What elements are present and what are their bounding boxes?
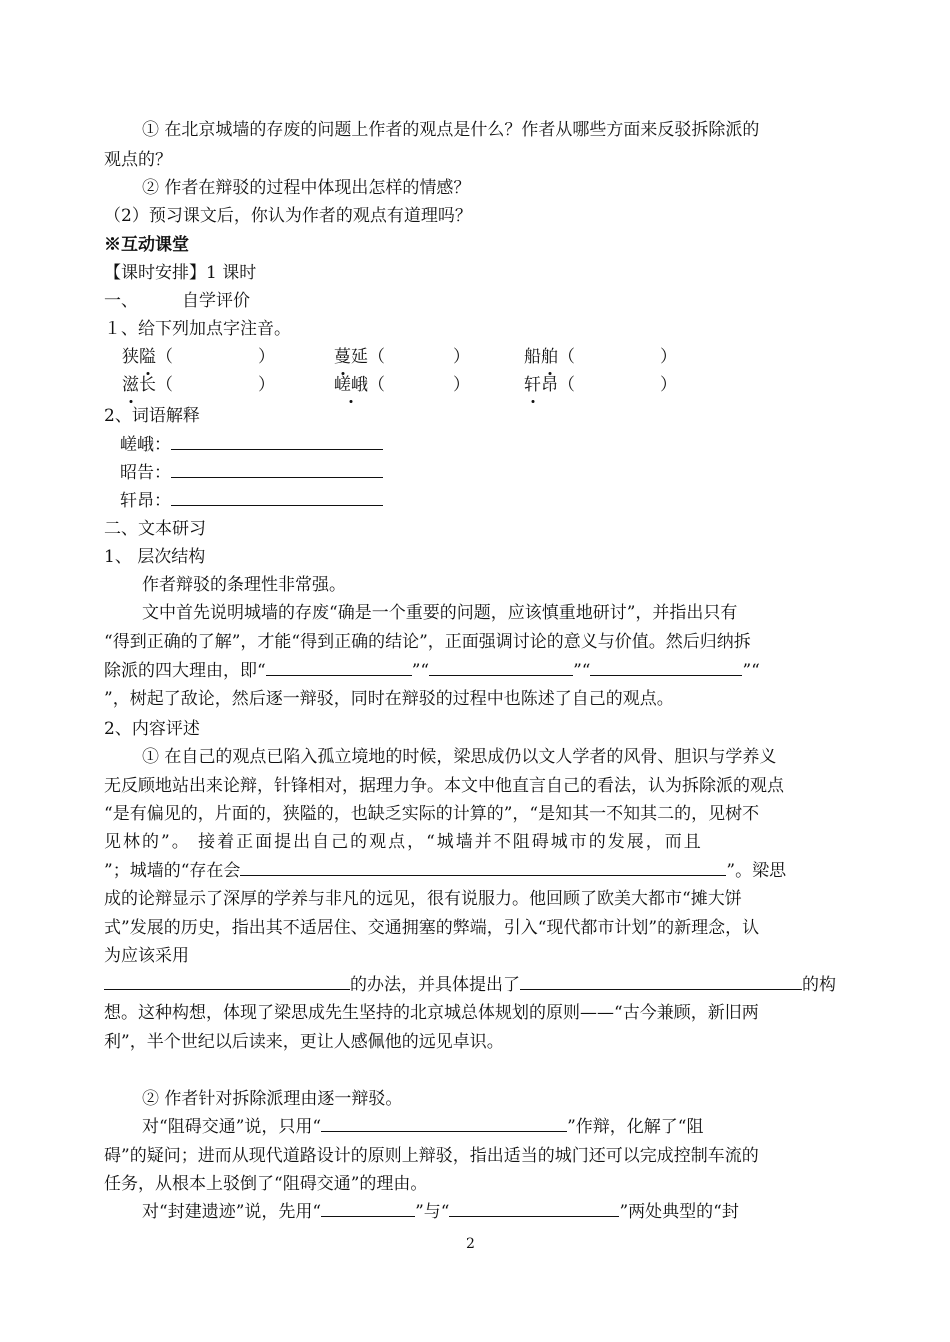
paragraph-line: 作者辩驳的条理性非常强。: [142, 575, 346, 595]
answer-blank[interactable]: [240, 859, 726, 876]
answer-blank[interactable]: [171, 433, 383, 450]
answer-blank[interactable]: [429, 659, 573, 676]
subsection-heading: 1、 层次结构: [104, 547, 206, 567]
answer-blank[interactable]: [590, 659, 742, 676]
question-line: （2）预习课文后，你认为作者的观点有道理吗？: [104, 206, 472, 226]
schedule-line: 【课时安排】1 课时: [104, 263, 257, 283]
paragraph-line: 利”，半个世纪以后读来，更让人感佩他的远见卓识。: [104, 1032, 504, 1052]
paragraph-line: ”；城墙的“存在会 ”。梁思: [104, 861, 787, 881]
paragraph-line: 想。这种构想，体现了梁思成先生坚持的北京城总体规划的原则——“古今兼顾，新旧两: [104, 1003, 759, 1023]
pinyin-item: 蔓延（ ）: [334, 347, 470, 367]
paragraph-line: 碍”的疑问；进而从现代道路设计的原则上辩驳，指出适当的城门还可以完成控制车流的: [104, 1146, 759, 1166]
section-heading: 二、文本研习: [104, 519, 206, 539]
section-heading: ※互动课堂: [104, 235, 189, 255]
paragraph-line: 文中首先说明城墙的存废“确是一个重要的问题，应该慎重地研讨”，并指出只有: [142, 603, 738, 623]
paragraph-line: ① 在自己的观点已陷入孤立境地的时候，梁思成仍以文人学者的风骨、胆识与学养义: [142, 747, 777, 767]
pinyin-item: 轩昂（ ）: [524, 375, 677, 395]
word-explanation-item: 嵯峨：: [120, 433, 383, 457]
subsection-heading: 2、内容评述: [104, 719, 200, 739]
word-explanation-item: 昭告：: [120, 461, 383, 485]
exercise-title: １、给下列加点字注音。: [104, 319, 291, 339]
paragraph-line: ② 作者针对拆除派理由逐一辩驳。: [142, 1089, 403, 1109]
question-line: ① 在北京城墙的存废的问题上作者的观点是什么？作者从哪些方面来反驳拆除派的: [142, 120, 760, 140]
section-number: 一、: [104, 291, 138, 311]
paragraph-line: 任务，从根本上驳倒了“阻碍交通”的理由。: [104, 1174, 428, 1194]
answer-blank[interactable]: [171, 489, 383, 506]
exercise-title: 2、词语解释: [104, 406, 200, 426]
paragraph-line: 见林的”。 接着正面提出自己的观点，“城墙并不阻碍城市的发展，而且: [104, 832, 703, 852]
page-number: 2: [466, 1236, 475, 1252]
paragraph-line: 成的论辩显示了深厚的学养与非凡的远见，很有说服力。他回顾了欧美大都市“摊大饼: [104, 889, 742, 909]
answer-blank[interactable]: [321, 1200, 415, 1217]
answer-blank[interactable]: [104, 973, 350, 990]
word-explanation-item: 轩昂：: [120, 489, 383, 513]
pinyin-item: 滋长（ ）: [122, 375, 275, 395]
paragraph-line: ”，树起了敌论，然后逐一辩驳，同时在辩驳的过程中也陈述了自己的观点。: [104, 689, 674, 709]
question-line: 观点的？: [104, 150, 172, 170]
paragraph-line: 的办法，并具体提出了 的构: [104, 973, 836, 997]
section-title: 自学评价: [182, 291, 250, 311]
pinyin-item: 狭隘（ ）: [122, 347, 275, 367]
answer-blank[interactable]: [520, 973, 802, 990]
section-heading: [104, 289, 250, 313]
paragraph-line: 除派的四大理由，即“ ”“ ”“ ”“: [104, 661, 760, 681]
answer-blank[interactable]: [449, 1200, 619, 1217]
answer-blank[interactable]: [321, 1115, 567, 1132]
paragraph-line: 对“封建遗迹”说，先用“ ”与“ ”两处典型的“封: [142, 1202, 739, 1222]
paragraph-line: “得到正确的了解”，才能“得到正确的结论”，正面强调讨论的意义与价值。然后归纳拆: [104, 632, 751, 652]
pinyin-item: 嵯峨（ ）: [334, 375, 470, 395]
paragraph-line: 无反顾地站出来论辩，针锋相对，据理力争。本文中他直言自己的看法，认为拆除派的观点: [104, 776, 784, 796]
answer-blank[interactable]: [171, 461, 383, 478]
question-line: ② 作者在辩驳的过程中体现出怎样的情感？: [142, 178, 471, 198]
paragraph-line: 对“阻碍交通”说，只用“ ”作辩，化解了“阻: [142, 1117, 704, 1137]
pinyin-item: 船舶（ ）: [524, 347, 677, 367]
paragraph-line: 式”发展的历史，指出其不适居住、交通拥塞的弊端，引入“现代都市计划”的新理念，认: [104, 918, 760, 938]
paragraph-line: “是有偏见的，片面的，狭隘的，也缺乏实际的计算的”，“是知其一不知其二的，见树不: [104, 804, 760, 824]
paragraph-line: 为应该采用: [104, 946, 189, 966]
answer-blank[interactable]: [266, 659, 412, 676]
